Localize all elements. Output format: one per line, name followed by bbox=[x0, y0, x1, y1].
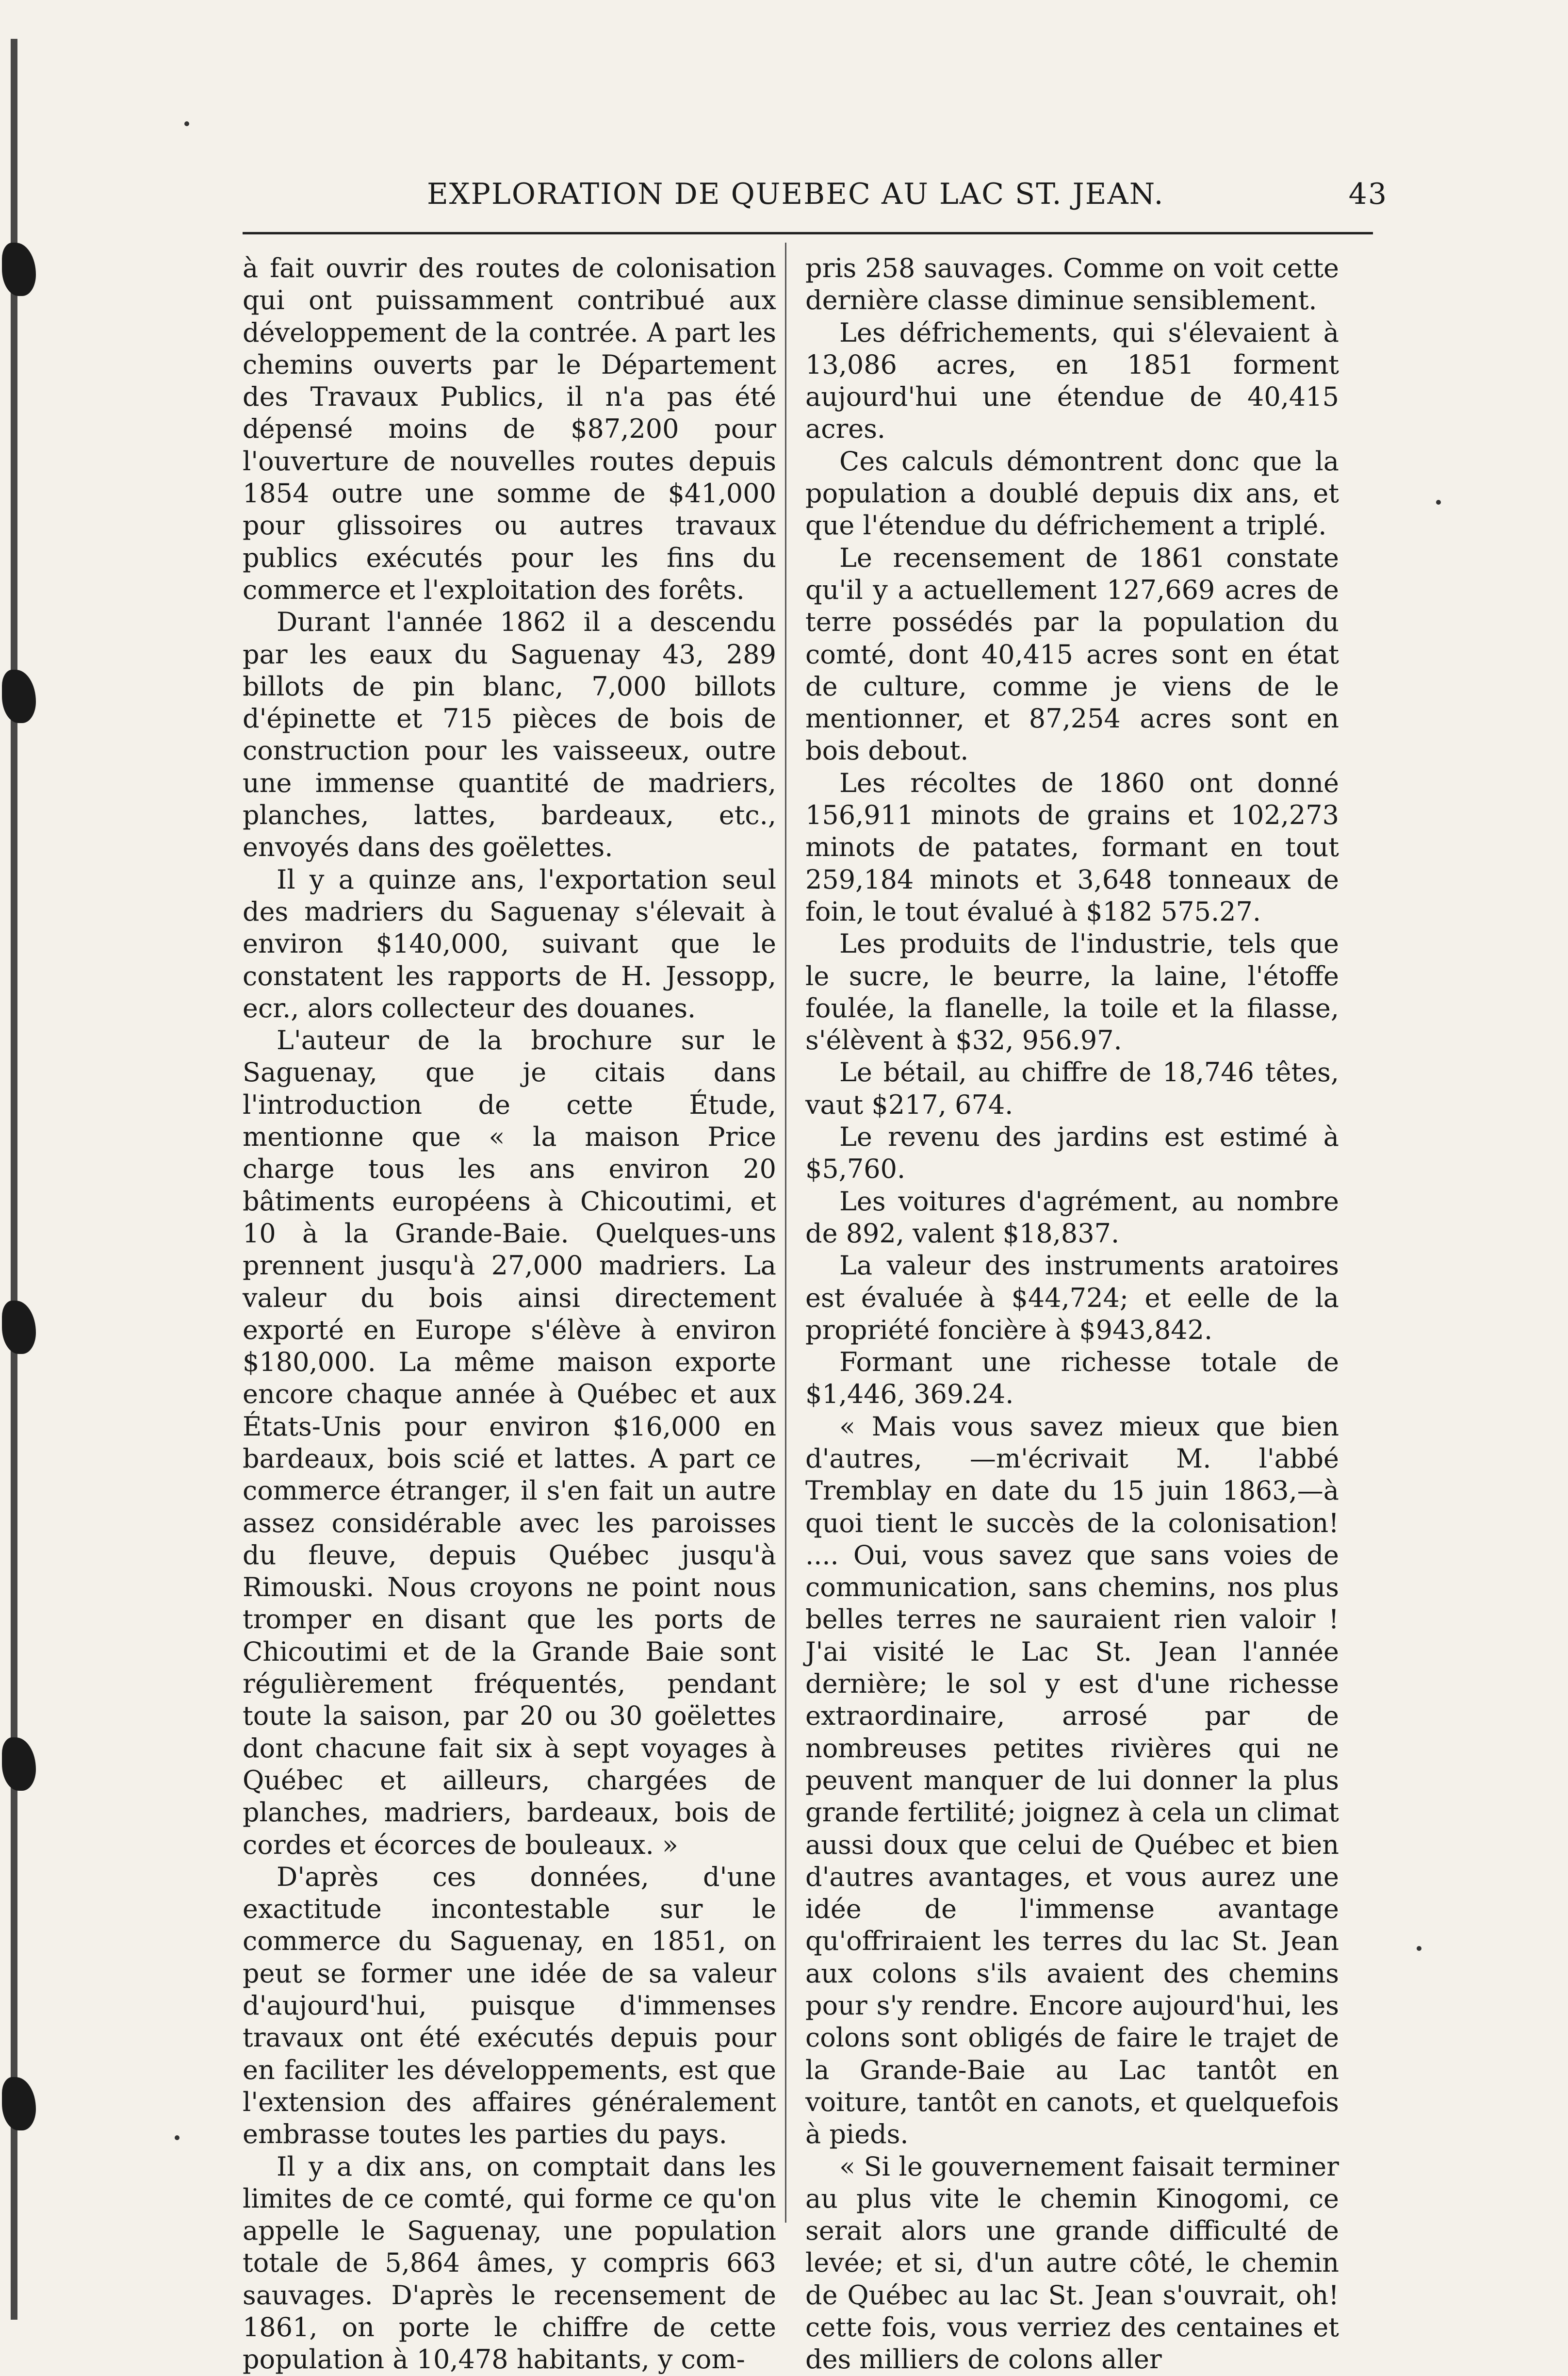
ink-blot bbox=[2, 2077, 36, 2130]
paragraph: Les produits de l'industrie, tels que le sucre, le beurre, la laine, l'étoffe foulée, la flanelle, la toile et la filasse, s'élèvent à $32, 956.97. bbox=[805, 928, 1339, 1056]
running-header bbox=[427, 172, 1388, 216]
ink-blot bbox=[2, 670, 36, 723]
binding-edge-rule bbox=[11, 39, 17, 2320]
paragraph: Le bétail, au chiffre de 18,746 têtes, vaut $217, 674. bbox=[805, 1057, 1339, 1120]
right-column bbox=[805, 252, 1339, 2376]
ink-blot bbox=[2, 243, 36, 296]
paragraph: Les récoltes de 1860 ont donné 156,911 minots de grains et 102,273 minots de patates, formant en tout 259,184 minots et 3,648 tonneaux de foin, le tout évalué à $182 575.27. bbox=[805, 767, 1339, 927]
paragraph: Ces calculs démontrent donc que la population a doublé depuis dix ans, et que l'étendue du défrichement a triplé. bbox=[805, 446, 1339, 541]
ink-blot bbox=[2, 1737, 36, 1791]
print-speck bbox=[1417, 1946, 1421, 1951]
left-column bbox=[243, 252, 776, 2376]
binding-margin bbox=[0, 39, 53, 2320]
paragraph: D'après ces données, d'une exactitude incontestable sur le commerce du Saguenay, en 1851, on peut se former une idée de sa valeur d'aujourd'hui, puisque d'immenses travaux ont été exécutés depuis pour en faciliter les développements, est que l'extension des affaires généralement embrasse toutes les parties du pays. bbox=[243, 1861, 776, 2150]
paragraph: Il y a dix ans, on comptait dans les limites de ce comté, qui forme ce qu'on appelle le Saguenay, une population totale de 5,864 âmes, y compris 663 sauvages. D'après le recensement de 1861, on porte le chiffre de cette population à 10,478 habitants, y com- bbox=[243, 2151, 776, 2375]
paragraph: Le recensement de 1861 constate qu'il y a actuellement 127,669 acres de terre possédés par la population du comté, dont 40,415 acres sont en état de culture, comme je viens de le mentionner, et 87,254 acres sont en bois debout. bbox=[805, 542, 1339, 766]
ink-blot bbox=[2, 1301, 36, 1354]
header-title: EXPLORATION DE QUEBEC AU LAC ST. JEAN. bbox=[427, 177, 1164, 211]
paragraph: Formant une richesse totale de $1,446, 369.24. bbox=[805, 1347, 1339, 1410]
header-rule bbox=[243, 232, 1373, 234]
print-speck bbox=[1436, 500, 1441, 505]
paragraph: « Si le gouvernement faisait terminer au plus vite le chemin Kinogomi, ce serait alors une grande difficulté de levée; et si, d'un autre côté, le chemin de Québec au lac St. Jean s'ouvrait, oh! cette fois, vous verriez des centaines et des milliers de colons aller bbox=[805, 2151, 1339, 2375]
paragraph: Il y a quinze ans, l'exportation seul des madriers du Saguenay s'élevait à environ $140,000, suivant que le constatent les rapports de H. Jessopp, ecr., alors collecteur des douanes. bbox=[243, 864, 776, 1023]
paragraph: à fait ouvrir des routes de colonisation qui ont puissamment contribué aux développement de la contrée. A part les chemins ouverts par le Département des Travaux Publics, il n'a pas été dépensé moins de $87,200 pour l'ouverture de nouvelles routes depuis 1854 outre une somme de $41,000 pour glissoires ou autres travaux publics exécutés pour les fins du commerce et l'exploitation des forêts. bbox=[243, 253, 776, 605]
paragraph: L'auteur de la brochure sur le Saguenay, que je citais dans l'introduction de cette Étude, mentionne que « la maison Price charge tous les ans environ 20 bâtiments européens à Chicoutimi, et 10 à la Grande-Baie. Quelques-uns prennent jusqu'à 27,000 madriers. La valeur du bois ainsi directement exporté en Europe s'élève à environ $180,000. La même maison exporte encore chaque année à Québec et aux États-Unis pour environ $16,000 en bardeaux, bois scié et lattes. A part ce commerce étranger, il s'en fait un autre assez considérable avec les paroisses du fleuve, depuis Québec jusqu'à Rimouski. Nous croyons ne point nous tromper en disant que les ports de Chicoutimi et de la Grande Baie sont régulièrement fréquentés, pendant toute la saison, par 20 ou 30 goëlettes dont chacune fait six à sept voyages à Québec et ailleurs, chargées de planches, madriers, bardeaux, bois de cordes et écorces de bouleaux. » bbox=[243, 1025, 776, 1860]
paragraph: Le revenu des jardins est estimé à $5,760. bbox=[805, 1122, 1339, 1185]
print-speck bbox=[175, 2135, 180, 2140]
paragraph: pris 258 sauvages. Comme on voit cette dernière classe diminue sensiblement. bbox=[805, 253, 1339, 316]
column-divider bbox=[785, 243, 786, 2223]
paragraph: Les défrichements, qui s'élevaient à 13,086 acres, en 1851 forment aujourd'hui une étendue de 40,415 acres. bbox=[805, 317, 1339, 445]
page-number: 43 bbox=[1348, 177, 1388, 211]
paragraph: Durant l'année 1862 il a descendu par les eaux du Saguenay 43, 289 billots de pin blanc, 7,000 billots d'épinette et 715 pièces de bois de construction pour les vaisseeux, outre une immense quantité de madriers, planches, lattes, bardeaux, etc., envoyés dans des goëlettes. bbox=[243, 607, 776, 863]
paragraph: La valeur des instruments aratoires est évaluée à $44,724; et eelle de la propriété foncière à $943,842. bbox=[805, 1250, 1339, 1345]
paragraph: « Mais vous savez mieux que bien d'autres, —m'écrivait M. l'abbé Tremblay en date du 15 juin 1863,—à quoi tient le succès de la colonisation! .... Oui, vous savez que sans voies de communication, sans chemins, nos plus belles terres ne sauraient rien valoir ! J'ai visité le Lac St. Jean l'année dernière; le sol y est d'une richesse extraordinaire, arrosé par de nombreuses petites rivières qui ne peuvent manquer de lui donner la plus grande fertilité; joignez à cela un climat aussi doux que celui de Québec et bien d'autres avantages, et vous aurez une idée de l'immense avantage qu'offriraient les terres du lac St. Jean aux colons s'ils avaient des chemins pour s'y rendre. Encore aujourd'hui, les colons sont obligés de faire le trajet de la Grande-Baie au Lac tantôt en voiture, tantôt en canots, et quelquefois à pieds. bbox=[805, 1411, 1339, 2150]
paragraph: Les voitures d'agrément, au nombre de 892, valent $18,837. bbox=[805, 1186, 1339, 1249]
print-speck bbox=[184, 121, 189, 126]
